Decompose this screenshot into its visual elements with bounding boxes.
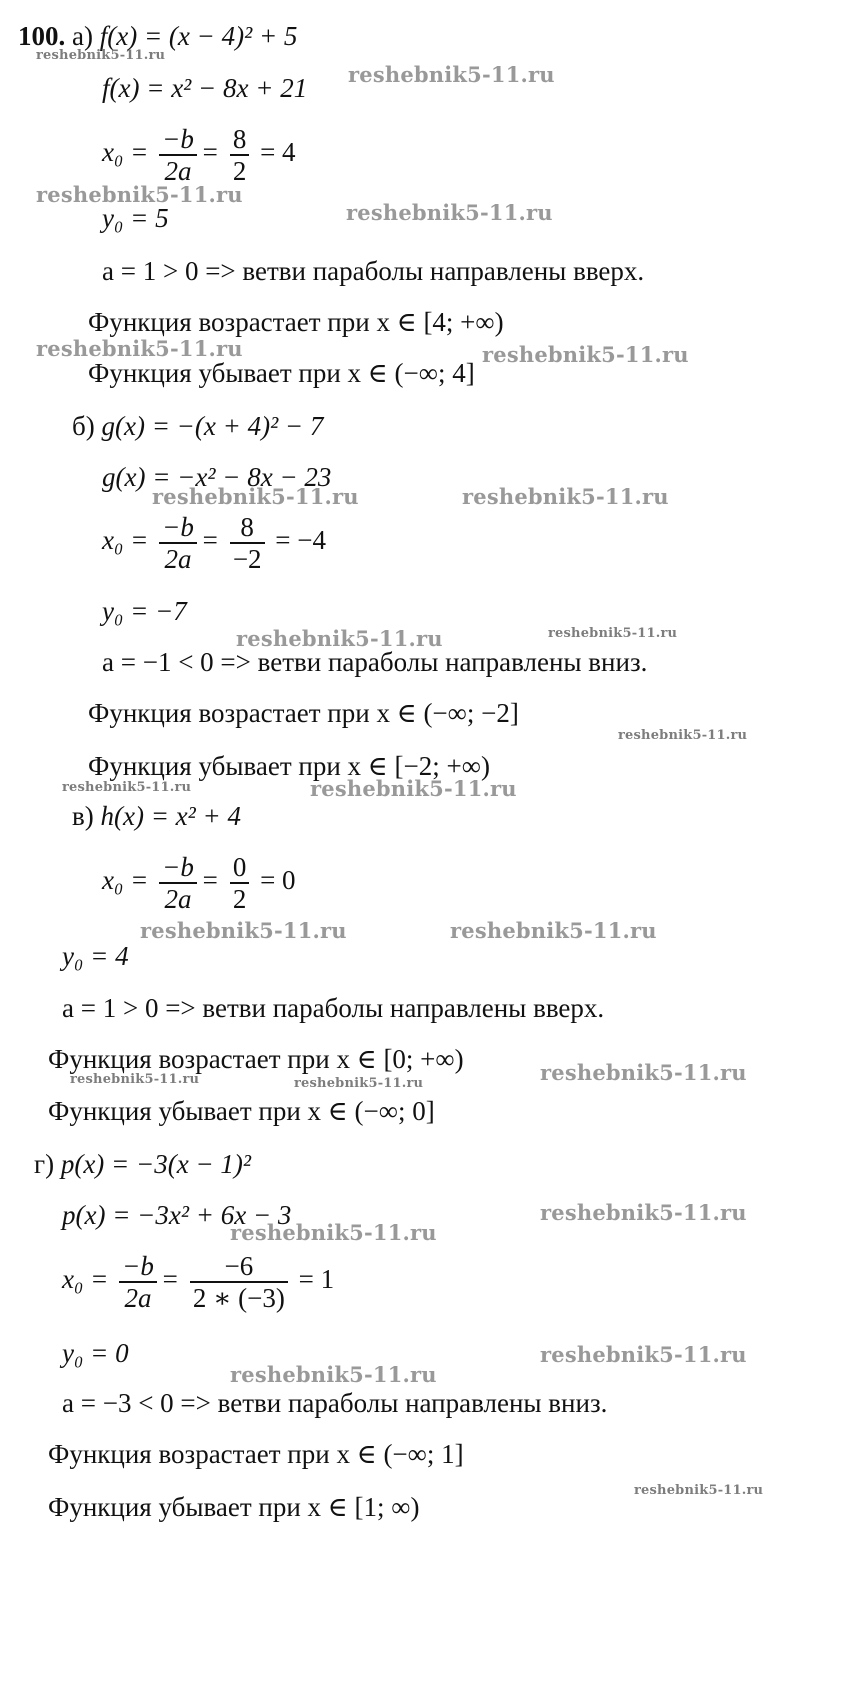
part-c-direction: a = 1 > 0 => ветви параболы направлены вверх.	[62, 993, 605, 1023]
part-d-label: г)	[34, 1149, 55, 1179]
x0-lhs: x₀ =	[102, 137, 156, 168]
part-c-decrease: Функция убывает при x ∈ (−∞; 0]	[48, 1096, 435, 1126]
fraction	[230, 124, 250, 186]
watermark: reshebnik5-11.ru	[294, 1076, 424, 1091]
watermark: reshebnik5-11.ru	[540, 1342, 747, 1367]
part-d-x0: x₀ = $\frac{-b}{2a}$ = $\frac{-6}{2 ∗ (-3)}$ = 1	[62, 1251, 335, 1313]
fraction-numerator: −b	[159, 512, 197, 544]
problem-d-header	[34, 1148, 251, 1180]
fraction	[159, 512, 197, 574]
watermark: reshebnik5-11.ru	[634, 1483, 764, 1498]
part-b-label: б)	[72, 411, 95, 441]
watermark: reshebnik5-11.ru	[152, 484, 359, 509]
watermark: reshebnik5-11.ru	[618, 728, 748, 743]
part-b-x0: x₀ = $\frac{-b}{2a}$ = $\frac{8}{-2}$ = −4	[102, 512, 327, 574]
part-b-decrease: Функция убывает при x ∈ [−2; +∞)	[88, 751, 490, 781]
part-b-increase: Функция возрастает при x ∈ (−∞; −2]	[88, 698, 519, 728]
part-c-x0: x₀ = $\frac{-b}{2a}$ = $\frac{0}{2}$ = 0	[102, 852, 296, 914]
part-a-y0: y₀ = 5	[102, 203, 169, 233]
watermark: reshebnik5-11.ru	[230, 1220, 437, 1245]
part-a-function: f(x) = (x − 4)² + 5	[99, 21, 298, 51]
part-c-y0: y₀ = 4	[62, 941, 129, 971]
fraction-denominator: 2a	[124, 1283, 152, 1313]
fraction-numerator: −b	[119, 1251, 157, 1283]
watermark: reshebnik5-11.ru	[348, 62, 555, 87]
part-a-decrease: Функция убывает при x ∈ (−∞; 4]	[88, 358, 475, 388]
watermark: reshebnik5-11.ru	[548, 626, 678, 641]
part-d-increase: Функция возрастает при x ∈ (−∞; 1]	[48, 1439, 464, 1469]
fraction-numerator: −b	[159, 124, 197, 156]
fraction	[230, 852, 250, 914]
part-a-direction: a = 1 > 0 => ветви параболы направлены вверх.	[102, 256, 645, 286]
fraction-denominator: −2	[232, 544, 262, 574]
fraction-denominator: 2	[232, 884, 247, 914]
x0-lhs: x₀ =	[102, 865, 156, 896]
fraction-numerator: 0	[230, 852, 250, 884]
part-d-y0: y₀ = 0	[62, 1338, 129, 1368]
fraction-denominator: 2a	[164, 544, 192, 574]
part-d-decrease: Функция убывает при x ∈ [1; ∞)	[48, 1492, 420, 1522]
x0-result: = 4	[260, 137, 296, 168]
problem-b-header	[72, 410, 323, 442]
fraction-denominator: 2	[232, 156, 247, 186]
watermark: reshebnik5-11.ru	[540, 1200, 747, 1225]
x0-lhs: x₀ =	[62, 1264, 116, 1295]
fraction-numerator: 8	[230, 124, 250, 156]
watermark: reshebnik5-11.ru	[70, 1072, 200, 1087]
x0-result: = 0	[260, 865, 296, 896]
watermark: reshebnik5-11.ru	[230, 1362, 437, 1387]
problem-number: 100.	[18, 21, 66, 51]
fraction	[230, 512, 265, 574]
part-a-x0: x₀ = $\frac{-b}{2a}$ = $\frac{8}{2}$ = 4	[102, 124, 296, 186]
watermark: reshebnik5-11.ru	[450, 918, 657, 943]
fraction-numerator: −b	[159, 852, 197, 884]
part-a-increase: Функция возрастает при x ∈ [4; +∞)	[88, 307, 504, 337]
part-b-function: g(x) = −(x + 4)² − 7	[101, 411, 324, 441]
part-b-expanded: g(x) = −x² − 8x − 23	[102, 462, 332, 492]
watermark: reshebnik5-11.ru	[482, 342, 689, 367]
part-b-direction: a = −1 < 0 => ветви параболы направлены вниз.	[102, 647, 648, 677]
part-a-label: а)	[72, 21, 93, 51]
part-d-function: p(x) = −3(x − 1)²	[60, 1149, 252, 1179]
fraction-denominator: 2 ∗ (−3)	[192, 1283, 285, 1313]
fraction	[159, 852, 197, 914]
part-d-expanded: p(x) = −3x² + 6x − 3	[62, 1200, 292, 1230]
part-c-function: h(x) = x² + 4	[100, 801, 241, 831]
part-b-y0: y₀ = −7	[102, 596, 187, 626]
x0-result: = 1	[298, 1264, 335, 1295]
watermark: reshebnik5-11.ru	[236, 626, 443, 651]
x0-result: = −4	[275, 525, 327, 556]
fraction	[119, 1251, 157, 1313]
watermark: reshebnik5-11.ru	[36, 182, 243, 207]
fraction-numerator: −6	[190, 1251, 288, 1283]
watermark: reshebnik5-11.ru	[36, 48, 166, 63]
part-c-increase: Функция возрастает при x ∈ [0; +∞)	[48, 1044, 464, 1074]
watermark: reshebnik5-11.ru	[140, 918, 347, 943]
fraction-denominator: 2a	[164, 884, 192, 914]
fraction-denominator: 2a	[164, 156, 192, 186]
fraction-numerator: 8	[230, 512, 265, 544]
part-a-expanded: f(x) = x² − 8x + 21	[102, 73, 308, 103]
x0-lhs: x₀ =	[102, 525, 156, 556]
watermark: reshebnik5-11.ru	[346, 200, 553, 225]
problem-c-header	[72, 800, 241, 832]
watermark: reshebnik5-11.ru	[540, 1060, 747, 1085]
fraction	[159, 124, 197, 186]
part-d-direction: a = −3 < 0 => ветви параболы направлены вниз.	[62, 1388, 608, 1418]
watermark: reshebnik5-11.ru	[62, 780, 192, 795]
watermark: reshebnik5-11.ru	[462, 484, 669, 509]
watermark: reshebnik5-11.ru	[310, 776, 517, 801]
fraction	[190, 1251, 288, 1313]
part-c-label: в)	[72, 801, 94, 831]
watermark: reshebnik5-11.ru	[36, 336, 243, 361]
